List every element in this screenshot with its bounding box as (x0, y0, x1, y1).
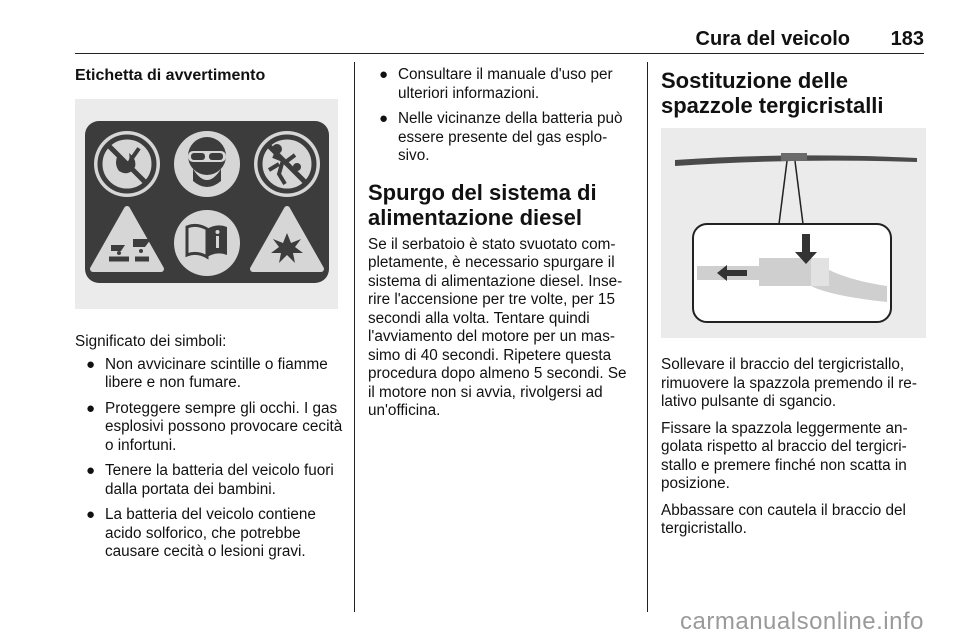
list-item: ● Tenere la batteria del veicolo fuori dalla portata dei bambini. (86, 462, 334, 498)
header-rule (75, 53, 924, 54)
diesel-bleed-heading: Spurgo del sistema di alimentazione diesel (368, 179, 597, 230)
warning-label-heading: Etichetta di avvertimento (75, 67, 266, 84)
symbols-intro: Significato dei simboli: (75, 333, 227, 350)
symbols-list (75, 356, 343, 562)
column-wiper (661, 62, 929, 539)
list-item: ● Proteggere sempre gli occhi. I gas esplosivi possono provocare cecità o infortuni. (86, 399, 343, 454)
keep-children-away-icon (254, 131, 320, 197)
page-number: 183 (890, 28, 924, 50)
continued-list (368, 66, 636, 166)
wiper-step-3: Abbassare con cautela il braccio del tergicristallo. (661, 501, 906, 537)
list-item: ● Consultare il manuale d'uso per ulteriori informazioni. (379, 66, 613, 102)
list-item: ● La batteria del veicolo contiene acido solforico, che potrebbe causare cecità o lesioni gravi. (86, 506, 316, 560)
list-item: ● Non avvicinare scintille o fiamme libere e non fumare. (86, 355, 328, 391)
column-diesel (368, 62, 636, 421)
column-warning-label (75, 62, 343, 569)
read-manual-icon (174, 210, 240, 276)
warning-label-image (75, 99, 338, 309)
column-divider-1 (354, 62, 355, 612)
wiper-step-1: Sollevare il braccio del tergicristallo, rimuovere la spazzola premendo il re-lativo pulsante di sgancio. (661, 356, 917, 410)
header-section-title: Cura del veicolo (695, 28, 850, 50)
wiper-diagram-svg (661, 128, 926, 338)
wiper-step-2: Fissare la spazzola leggermente an-golata rispetto al braccio del tergicri-stallo e premere finché non scatta in posizione. (661, 419, 908, 492)
no-fire-icon (94, 131, 160, 197)
wiper-heading: Sostituzione delle spazzole tergicristalli (661, 68, 884, 118)
warning-label-svg (75, 99, 338, 309)
eye-protection-icon (174, 131, 240, 197)
wiper-diagram (661, 128, 926, 338)
column-divider-2 (647, 62, 648, 612)
watermark: carmanualsonline.info (680, 608, 924, 635)
list-item: ● Nelle vicinanze della batteria può essere presente del gas esplo-sivo. (379, 110, 623, 164)
diesel-bleed-text: Se il serbatoio è stato svuotato com-pletamente, è necessario spurgare il sistema di alimentazione diesel. Inse-rire l'accensione per tre volte, per 15 secondi alla volta. Tentare quindi l'avviamento del motore per un mas-simo di 40 secondi. Ripetere questa procedura dopo almeno 5 secondi. Se il motore non si avvia, rivolgersi ad un'officina. (368, 235, 627, 419)
